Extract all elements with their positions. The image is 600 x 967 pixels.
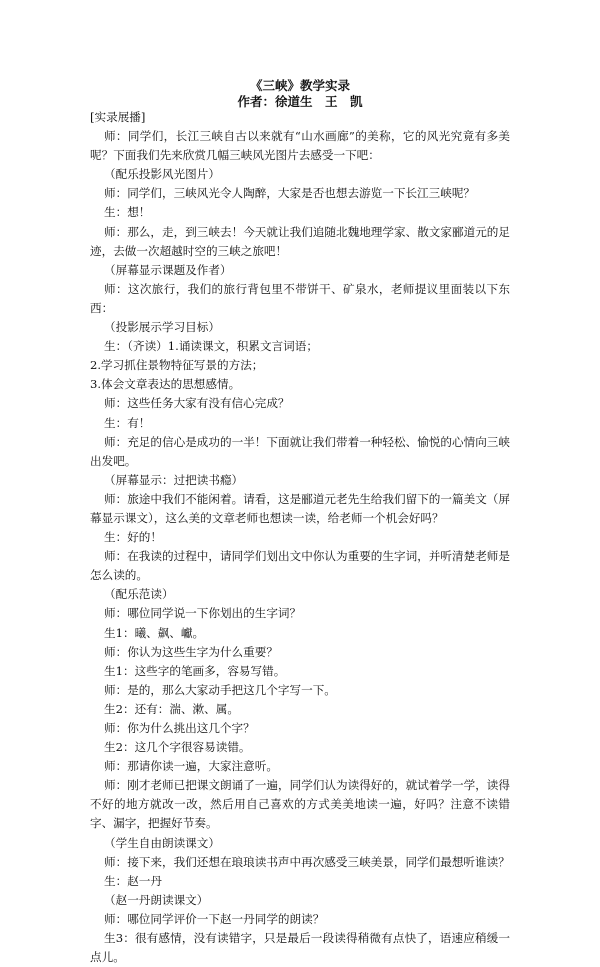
paragraph: 生1：曦、飙、巘。 xyxy=(104,625,205,640)
paragraph: 生2：还有：湍、漱、属。 xyxy=(104,701,239,716)
document-author: 作者：徐道生 王 凯 xyxy=(237,94,363,109)
paragraph: 师：接下来，我们还想在琅琅读书声中再次感受三峡美景，同学们最想听谁读？ xyxy=(104,854,510,869)
stage-direction: （屏幕显示：过把读书瘾） xyxy=(104,472,244,487)
stage-direction: （配乐范读） xyxy=(104,587,174,602)
paragraph: 师：在我读的过程中，请同学们划出文中你认为重要的生字词，并听清楚老师是怎么读的。 xyxy=(90,549,510,583)
paragraph: 生3：很有感情，没有读错字，只是最后一段读得稍微有点快了，语速应稍缓一点儿。 xyxy=(90,931,510,965)
stage-direction: （赵一丹朗读课文） xyxy=(104,892,209,907)
document-body xyxy=(90,108,510,967)
paragraph: 师：同学们，三峡风光令人陶醉，大家是否也想去游览一下长江三峡呢？ xyxy=(104,186,476,201)
stage-direction: （投影展示学习目标） xyxy=(104,320,220,335)
paragraph: 生1：这些字的笔画多，容易写错。 xyxy=(104,663,286,678)
paragraph: 师：这些任务大家有没有信心完成？ xyxy=(104,396,290,411)
document-title: 《三峡》教学实录 xyxy=(249,78,350,93)
section-label: [实录展播] xyxy=(90,110,146,124)
stage-direction: （学生自由朗读课文） xyxy=(104,835,220,850)
objective-item: 3.体会文章表达的思想感情。 xyxy=(90,377,241,392)
stage-direction: （配乐投影风光图片） xyxy=(104,167,220,182)
paragraph: 师：刚才老师已把课文朗诵了一遍，同学们认为读得好的，就试着学一学，读得不好的地方就改一改，然后用自己喜欢的方式美美地读一遍，好吗？注意不读错字、漏字，把握好节奏。 xyxy=(90,778,510,831)
stage-direction: （屏幕显示课题及作者） xyxy=(104,262,232,277)
paragraph: 生2：这几个字很容易读错。 xyxy=(104,740,251,755)
paragraph: 师：旅途中我们不能闲着。请看，这是郦道元老先生给我们留下的一篇美文（屏幕显示课文），这么美的文章老师也想读一读，给老师一个机会好吗？ xyxy=(90,491,510,525)
paragraph: 生：好的！ xyxy=(104,530,162,545)
paragraph: 师：那请你读一遍，大家注意听。 xyxy=(104,759,278,774)
paragraph: 师：同学们，长江三峡自古以来就有“山水画廊”的美称，它的风光究竟有多美呢？下面我们先来欣赏几幅三峡风光图片去感受一下吧： xyxy=(90,129,510,163)
paragraph: 师：哪位同学评价一下赵一丹同学的朗读？ xyxy=(104,911,325,926)
paragraph: 师：你为什么挑出这几个字？ xyxy=(104,721,255,735)
objective-item: 2.学习抓住景物特征写景的方法； xyxy=(90,358,264,373)
paragraph: 师：这次旅行，我们的旅行背包里不带饼干、矿泉水，老师提议里面装以下东西： xyxy=(90,281,510,315)
paragraph: 师：是的，那么大家动手把这几个字写一下。 xyxy=(104,682,336,697)
paragraph: 师：你认为这些生字为什么重要？ xyxy=(104,644,278,659)
paragraph: 师：那么，走，到三峡去！今天就让我们追随北魏地理学家、散文家郦道元的足迹，去做一次超越时空的三峡之旅吧！ xyxy=(90,224,510,258)
paragraph: 师：哪位同学说一下你划出的生字词？ xyxy=(104,606,302,621)
paragraph: 生：（齐读）1.诵读课文，积累文言词语； xyxy=(104,339,318,354)
paragraph: 生：想！ xyxy=(104,205,151,220)
paragraph: 师：充足的信心是成功的一半！下面就让我们带着一种轻松、愉悦的心情向三峡出发吧。 xyxy=(90,434,510,468)
paragraph: 生：有！ xyxy=(104,415,151,430)
paragraph: 生：赵一丹 xyxy=(104,873,162,888)
